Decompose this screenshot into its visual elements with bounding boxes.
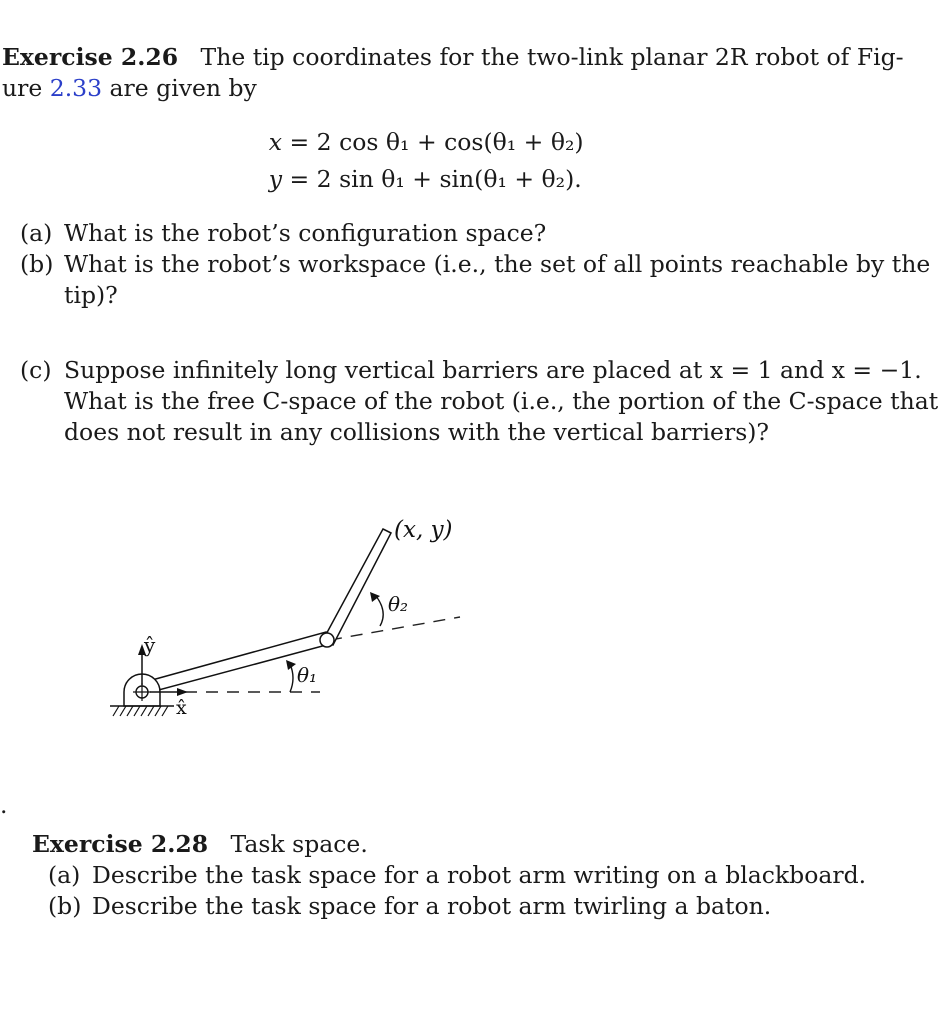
ex28-part-b-label: (b)	[48, 892, 82, 920]
joint-2	[320, 633, 334, 647]
ex26-part-c-label: (c)	[20, 356, 52, 384]
ex26-title: Exercise 2.26	[2, 43, 179, 71]
x-axis-label: x̂	[176, 697, 187, 719]
x-axis-arrowhead	[177, 688, 188, 696]
ex28-part-a-label: (a)	[48, 861, 81, 889]
ex26-part-b-label: (b)	[20, 250, 54, 278]
ex26-part-c-text1: Suppose infinitely long vertical barriers are placed at x = 1 and x = −1.	[64, 356, 922, 384]
equation-x-rhs: = 2 cos θ₁ + cos(θ₁ + θ₂)	[289, 128, 584, 156]
ex26-part-c-text3: does not result in any collisions with the vertical barriers)?	[64, 418, 770, 446]
ex26-intro-text2b: are given by	[102, 74, 257, 102]
ex28-part-b	[48, 891, 928, 921]
theta2-angle-arc	[376, 596, 383, 626]
link-2	[323, 529, 391, 645]
ex28-intro	[32, 829, 368, 859]
ex28-title: Exercise 2.28	[32, 830, 209, 858]
tip-coordinate-label: (x, y)	[394, 517, 453, 543]
theta1-angle-arc	[290, 664, 293, 692]
ex28-part-a	[48, 860, 928, 890]
ex26-part-c-text2: What is the free C-space of the robot (i.e., the portion of the C-space that	[64, 387, 939, 415]
equation-x-lhs: x	[268, 128, 282, 156]
ex26-part-b-text2: tip)?	[64, 281, 118, 309]
ex26-intro-text1: The tip coordinates for the two-link planar 2R robot of Fig-	[200, 43, 904, 71]
theta1-label: θ₁	[297, 663, 318, 687]
ex26-intro-text2a: ure	[2, 74, 50, 102]
ex26-part-a-text: What is the robot’s configuration space?	[64, 219, 547, 247]
ex28-intro-text: Task space.	[230, 830, 368, 858]
stray-mark: .	[0, 791, 8, 819]
ex28-part-a-text: Describe the task space for a robot arm writing on a blackboard.	[92, 861, 867, 889]
ex26-part-a-label: (a)	[20, 219, 53, 247]
ex26-part-b-text1: What is the robot’s workspace (i.e., the set of all points reachable by the	[64, 250, 931, 278]
link1-extension-dashed-line	[330, 617, 460, 640]
theta2-label: θ₂	[388, 592, 409, 616]
figure-reference-link[interactable]: 2.33	[49, 74, 103, 102]
ex28-part-b-text: Describe the task space for a robot arm twirling a baton.	[92, 892, 772, 920]
equation-y-lhs: y	[268, 165, 282, 193]
equation-y-rhs: = 2 sin θ₁ + sin(θ₁ + θ₂).	[289, 165, 582, 193]
y-axis-label: ŷ	[144, 633, 156, 657]
